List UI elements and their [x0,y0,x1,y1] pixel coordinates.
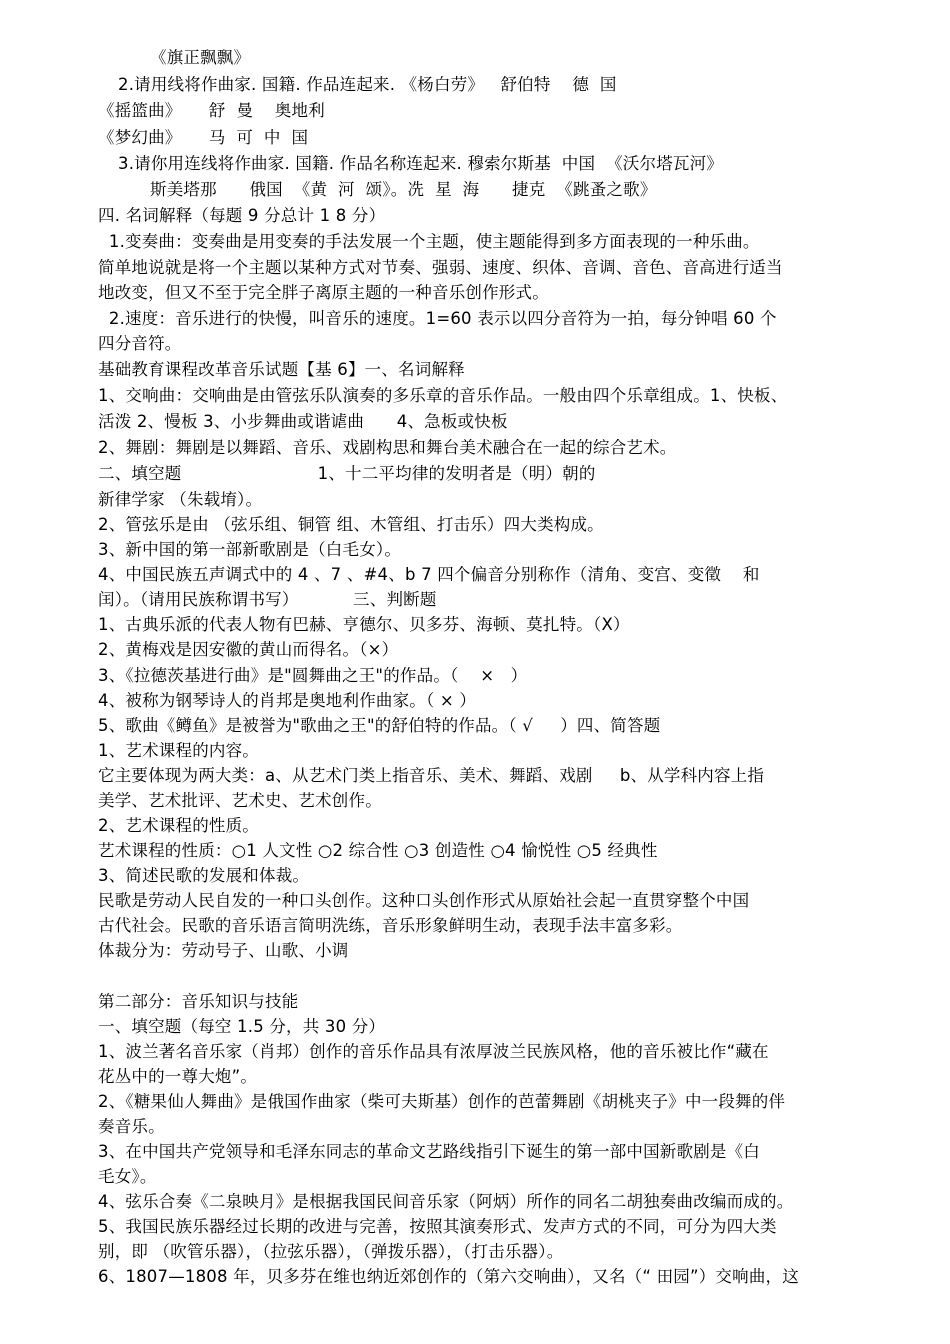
text-line: 《摇篮曲》 舒 曼 奥地利 [98,101,325,120]
text-line: 2.速度：音乐进行的快慢，叫音乐的速度。1=60 表示以四分音符为一拍，每分钟唱 60 个 [98,309,777,328]
text-line: 新律学家 （朱载堉）。 [98,490,263,509]
text-line: 毛女》。 [98,1167,157,1186]
text-line: 2.请用线将作曲家. 国籍. 作品连起来. 《杨白劳》 舒伯特 德 国 [118,75,617,94]
text-line: 花丛中的一尊大炮”。 [98,1067,258,1086]
text-line: 《旗正飘飘》 [150,48,251,67]
text-line: 6、1807—1808 年，贝多芬在维也纳近郊创作的（第六交响曲），又名（“ 田园”）交响曲，这 [98,1267,799,1286]
text-line: 四分音符。 [98,334,182,353]
text-line: 1、古典乐派的代表人物有巴赫、亨德尔、贝多芬、海顿、莫扎特。（X） [98,615,630,634]
text-line: 1.变奏曲：变奏曲是用变奏的手法发展一个主题，使主题能得到多方面表现的一种乐曲。 [98,232,760,251]
text-line: 《梦幻曲》 马 可 中 国 [98,128,309,147]
text-line: 别，即 （吹管乐器），（拉弦乐器），（弹拨乐器），（打击乐器）。 [98,1242,564,1261]
text-line: 2、舞剧：舞剧是以舞蹈、音乐、戏剧构思和舞台美术融合在一起的综合艺术。 [98,438,677,457]
text-line: 3、新中国的第一部新歌剧是（白毛女）。 [98,540,402,559]
text-line: 2、《糖果仙人舞曲》是俄国作曲家（柴可夫斯基）创作的芭蕾舞剧《胡桃夹子》中一段舞的伴 [98,1092,786,1111]
text-line: 1、艺术课程的内容。 [98,741,259,760]
text-line: 简单地说就是将一个主题以某种方式对节奏、强弱、速度、织体、音调、音色、音高进行适当 [98,258,783,277]
text-line: 艺术课程的性质：○1 人文性 ○2 综合性 ○3 创造性 ○4 愉悦性 ○5 经典性 [98,841,658,860]
text-line: 1、交响曲：交响曲是由管弦乐队演奏的多乐章的音乐作品。一般由四个乐章组成。1、快板、 [98,386,788,405]
section-heading: 5、歌曲《鳟鱼》是被誉为"歌曲之王"的舒伯特的作品。（ √ ）四、简答题 [98,716,661,735]
text-line: 斯美塔那 俄国 《黄 河 颂》。冼 星 海 捷克 《跳蚤之歌》 [150,180,657,199]
text-line: 2、管弦乐是由 （弦乐组、铜管 组、木管组、打击乐）四大类构成。 [98,515,604,534]
text-line: 4、弦乐合奏《二泉映月》是根据我国民间音乐家（阿炳）所作的同名二胡独奏曲改编而成的。 [98,1192,794,1211]
text-line: 体裁分为：劳动号子、山歌、小调 [98,941,349,960]
text-line: 1、波兰著名音乐家（肖邦）创作的音乐作品具有浓厚波兰民族风格，他的音乐被比作“藏在 [98,1042,769,1061]
text-line: 美学、艺术批评、艺术史、艺术创作。 [98,791,382,810]
text-line: 民歌是劳动人民自发的一种口头创作。这种口头创作形式从原始社会起一直贯穿整个中国 [98,891,750,910]
section-heading: 二、填空题 1、十二平均律的发明者是（明）朝的 [98,464,596,483]
text-line: 3、简述民歌的发展和体裁。 [98,866,310,885]
text-line: 5、我国民族乐器经过长期的改进与完善，按照其演奏形式、发声方式的不同，可分为四大类 [98,1217,777,1236]
text-line: 地改变，但又不至于完全胖子离原主题的一种音乐创作形式。 [98,283,549,302]
section-heading: 四. 名词解释（每题 9 分总计 1 8 分） [98,206,386,225]
text-line: 3、在中国共产党领导和毛泽东同志的革命文艺路线指引下诞生的第一部中国新歌剧是《白 [98,1142,760,1161]
text-line: 4、中国民族五声调式中的 4 、7 、#4、b 7 四个偏音分别称作（清角、变宫、变徵 和 [98,565,760,584]
text-line: 活泼 2、慢板 3、小步舞曲或谐谑曲 4、急板或快板 [98,412,508,431]
section-heading: 基础教育课程改革音乐试题【基 6】一、名词解释 [98,360,465,379]
text-line: 2、黄梅戏是因安徽的黄山而得名。（×） [98,640,399,659]
section-heading: 第二部分：音乐知识与技能 [98,992,299,1011]
section-heading: 一、填空题（每空 1.5 分，共 30 分） [98,1017,386,1036]
section-heading: 闰）。（请用民族称谓书写） 三、判断题 [98,590,437,609]
text-line: 它主要体现为两大类：a、从艺术门类上指音乐、美术、舞蹈、戏剧 b、从学科内容上指 [98,766,765,785]
text-line: 3.请你用连线将作曲家. 国籍. 作品名称连起来. 穆索尔斯基 中国 《沃尔塔瓦河》 [118,154,723,173]
text-line: 4、被称为钢琴诗人的肖邦是奥地利作曲家。（ × ） [98,691,477,710]
text-line: 古代社会。民歌的音乐语言简明洗练，音乐形象鲜明生动，表现手法丰富多彩。 [98,916,683,935]
text-line: 奏音乐。 [98,1117,165,1136]
text-line: 3、《拉德茨基进行曲》是"圆舞曲之王"的作品。（ × ） [98,666,528,685]
text-line: 2、艺术课程的性质。 [98,816,259,835]
